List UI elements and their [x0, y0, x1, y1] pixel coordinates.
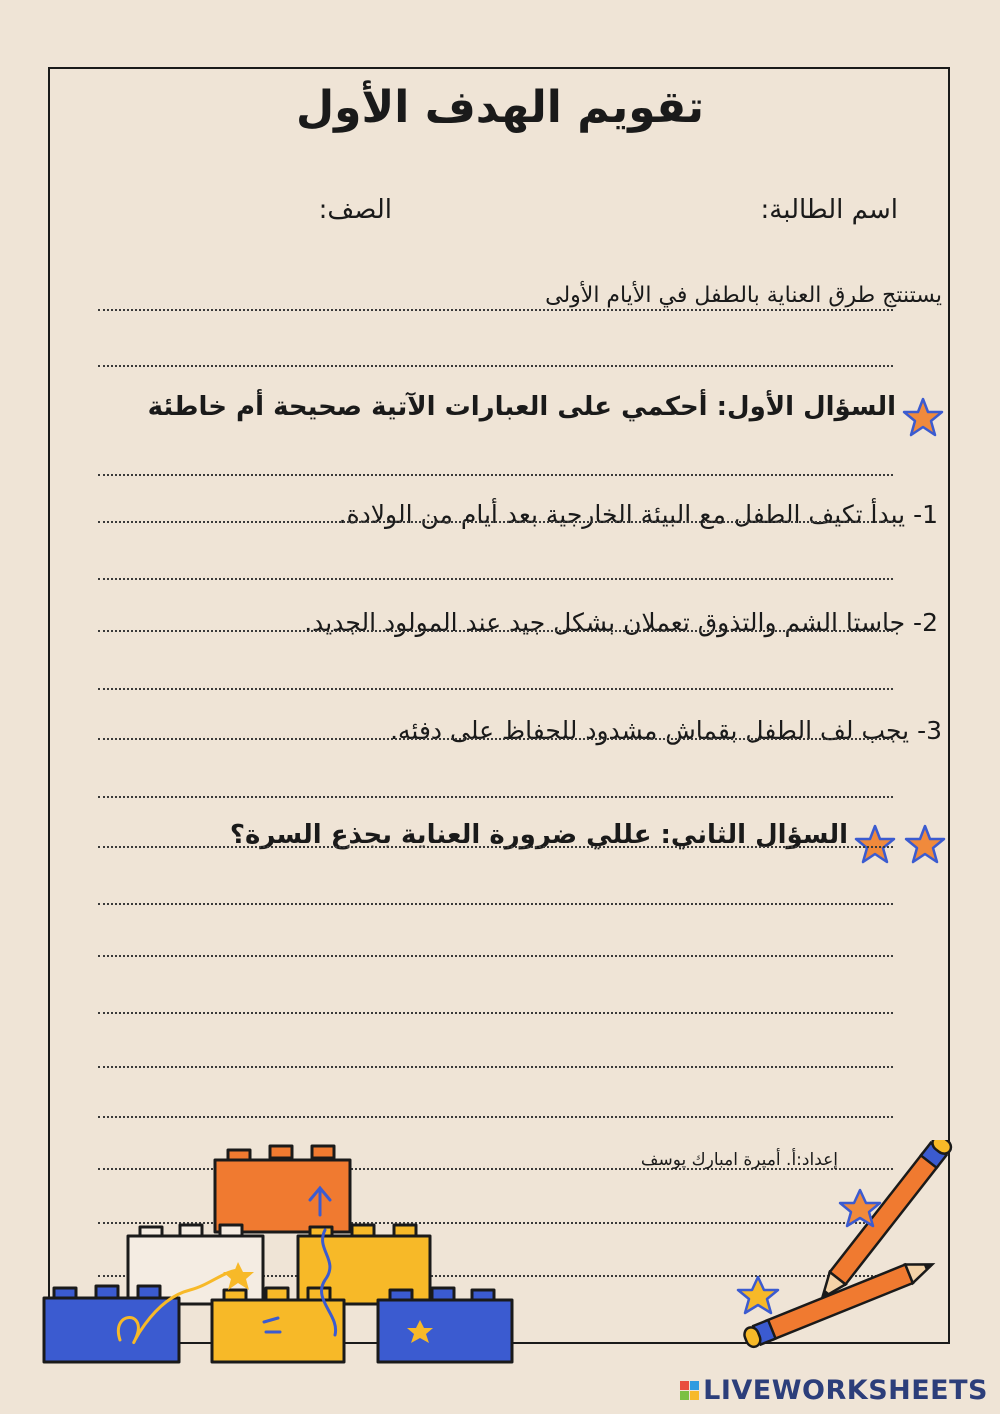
question-1-item-2: 2- جاستا الشم والتذوق تعملان بشكل جيد عند المولود الجديد. [304, 608, 938, 637]
question-1-heading: السؤال الأول: أحكمي على العبارات الآتية صحيحة أم خاطئة [147, 392, 896, 422]
prepared-by: إعداد:أ. أميرة امبارك يوسف [640, 1150, 838, 1170]
answer-line [98, 1116, 893, 1118]
answer-line [98, 630, 893, 632]
star-icon [854, 823, 896, 865]
question-2-heading: السؤال الثاني: عللي ضرورة العناية بجذع السرة؟ [229, 820, 848, 850]
pencils-illustration [730, 1140, 965, 1350]
answer-line [98, 578, 893, 580]
answer-line [98, 521, 893, 523]
lego-bricks-illustration [40, 1140, 520, 1370]
answer-line [98, 688, 893, 690]
answer-line [98, 309, 893, 311]
brand-name: LIVEWORKSHEETS [703, 1375, 988, 1406]
answer-line [98, 903, 893, 905]
answer-line [98, 846, 893, 848]
answer-line [98, 1012, 893, 1014]
star-icon [904, 823, 946, 865]
answer-line [98, 796, 893, 798]
answer-line [98, 1066, 893, 1068]
objective-text: يستنتج طرق العناية بالطفل في الأيام الأولى [545, 283, 942, 308]
question-1-item-1: 1- يبدأ تكيف الطفل مع البيئة الخارجية بعد أيام من الولادة. [338, 500, 938, 529]
answer-line [98, 365, 893, 367]
answer-line [98, 955, 893, 957]
question-1-item-3: 3- يجب لف الطفل بقماش مشدود للحفاظ على دفئه. [390, 716, 942, 745]
class-label: الصف: [318, 195, 392, 225]
logo-icon [680, 1381, 699, 1400]
page-title: تقويم الهدف الأول [296, 82, 704, 133]
star-icon [902, 396, 944, 438]
answer-line [98, 474, 893, 476]
liveworksheets-logo[interactable] [680, 1375, 988, 1406]
student-name-label: اسم الطالبة: [760, 195, 898, 225]
answer-line [98, 738, 893, 740]
